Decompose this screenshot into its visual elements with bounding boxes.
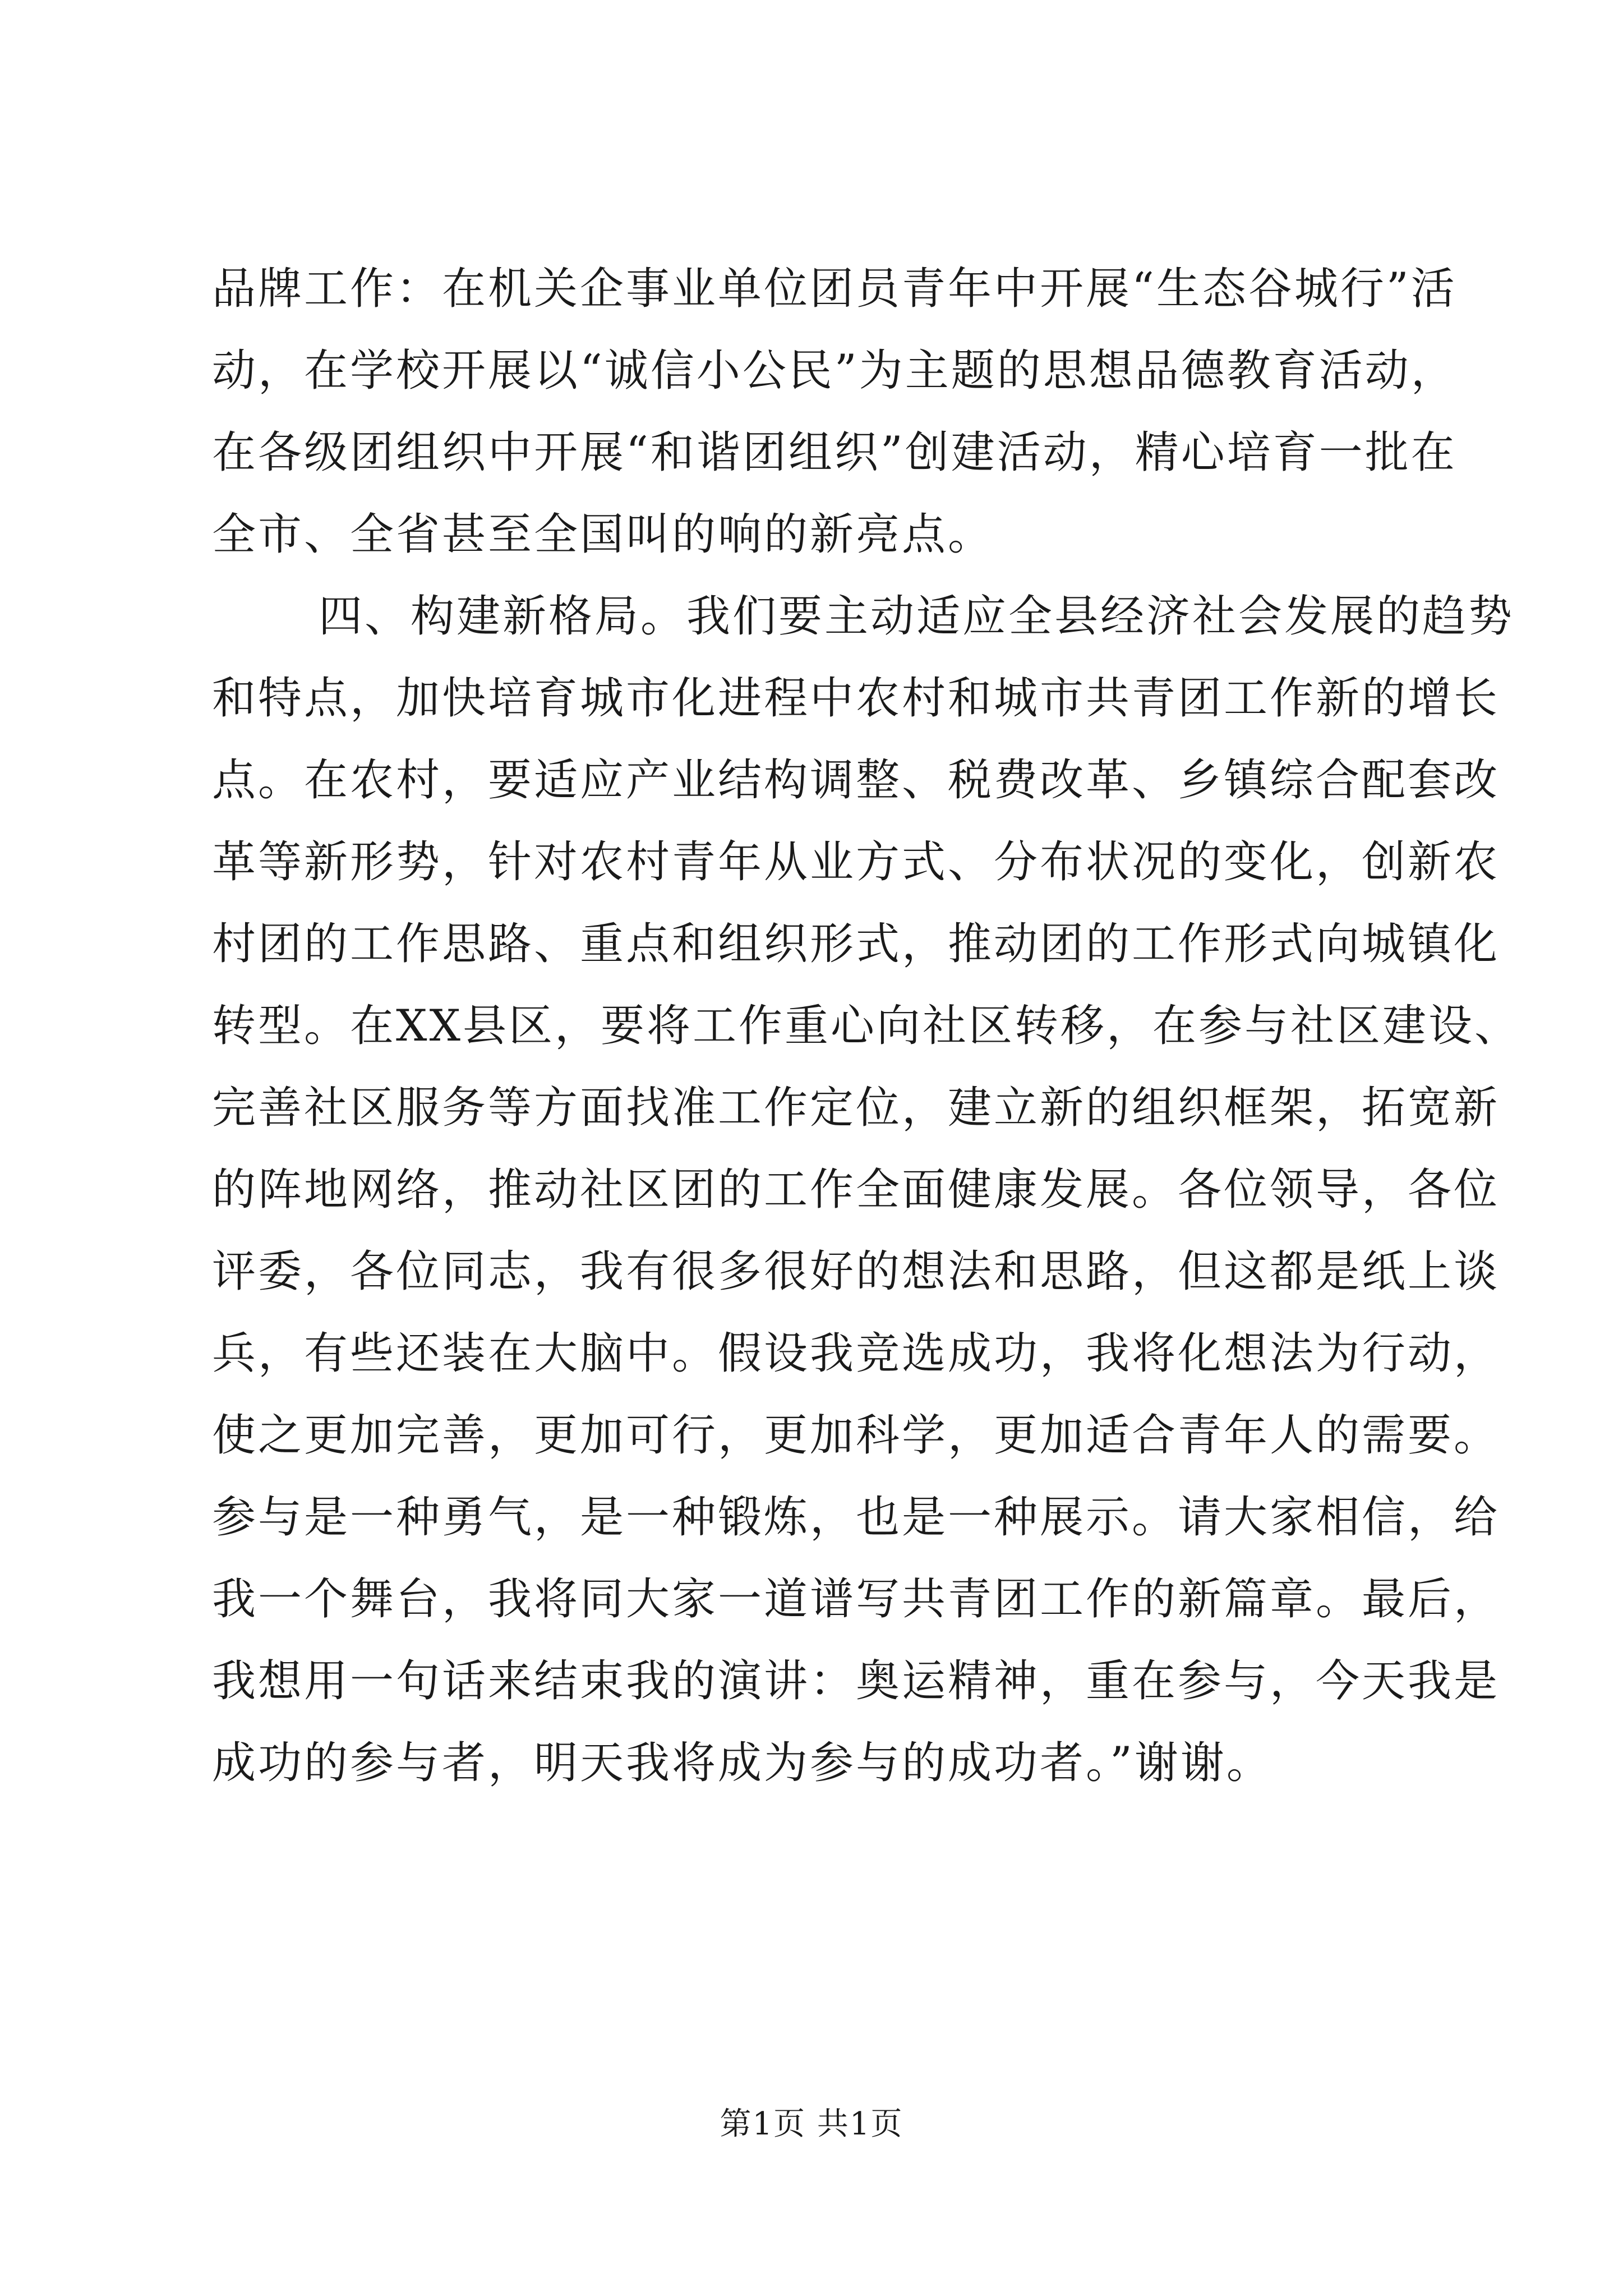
text-line: 在各级团组织中开展“和谐团组织”创建活动，精心培育一批在 xyxy=(212,427,1457,478)
text-line: 转型。在XX县区，要将工作重心向社区转移，在参与社区建设、 xyxy=(212,1001,1521,1051)
paragraph-start-line: 四、构建新格局。我们要主动适应全县经济社会发展的趋势 xyxy=(319,591,1515,642)
text-line: 我一个舞台，我将同大家一道谱写共青团工作的新篇章。最后， xyxy=(212,1574,1500,1625)
document-body xyxy=(212,248,1521,1804)
text-line: 全市、全省甚至全国叫的响的新亮点。 xyxy=(212,509,994,560)
text-line: 革等新形势，针对农村青年从业方式、分布状况的变化，创新农 xyxy=(212,837,1500,887)
text-line: 参与是一种勇气，是一种锻炼，也是一种展示。请大家相信，给 xyxy=(212,1492,1500,1543)
page-number-footer: 第1页 共1页 xyxy=(720,2106,903,2142)
text-line: 评委，各位同志，我有很多很好的想法和思路，但这都是纸上谈 xyxy=(212,1246,1500,1297)
text-line: 的阵地网络，推动社区团的工作全面健康发展。各位领导，各位 xyxy=(212,1165,1500,1215)
text-line: 成功的参与者，明天我将成为参与的成功者。”谢谢。 xyxy=(212,1738,1272,1788)
text-line: 动，在学校开展以“诚信小公民”为主题的思想品德教育活动， xyxy=(212,346,1457,396)
text-line: 品牌工作：在机关企事业单位团员青年中开展“生态谷城行”活 xyxy=(212,264,1457,314)
text-line: 完善社区服务等方面找准工作定位，建立新的组织框架，拓宽新 xyxy=(212,1083,1500,1133)
text-line: 使之更加完善，更加可行，更加科学，更加适合青年人的需要。 xyxy=(212,1410,1500,1461)
text-line: 村团的工作思路、重点和组织形式，推动团的工作形式向城镇化 xyxy=(212,919,1500,969)
text-line: 和特点，加快培育城市化进程中农村和城市共青团工作新的增长 xyxy=(212,673,1500,724)
text-line: 点。在农村，要适应产业结构调整、税费改革、乡镇综合配套改 xyxy=(212,755,1500,806)
text-line: 我想用一句话来结束我的演讲：奥运精神，重在参与，今天我是 xyxy=(212,1656,1500,1706)
text-line: 兵，有些还装在大脑中。假设我竞选成功，我将化想法为行动， xyxy=(212,1328,1500,1379)
